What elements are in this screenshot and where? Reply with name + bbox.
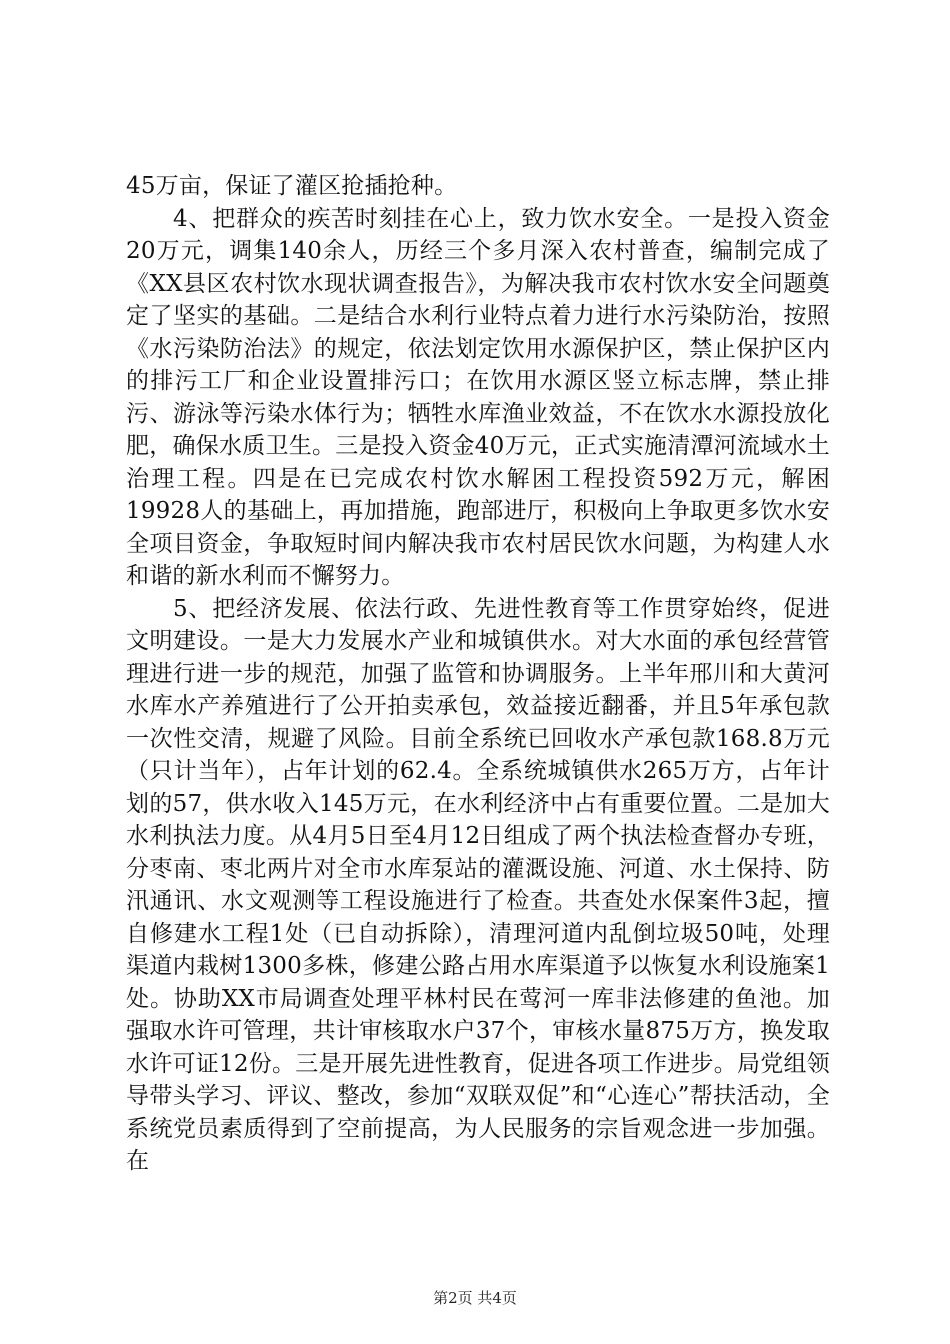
document-body xyxy=(126,170,830,1178)
page-number-label: 第2页 共4页 xyxy=(433,1289,517,1307)
page-footer xyxy=(0,1288,950,1308)
paragraph-continuation: 45万亩，保证了灌区抢插抢种。 xyxy=(126,173,458,199)
paragraph-item-4: 4、把群众的疾苦时刻挂在心上，致力饮水安全。一是投入资金20万元，调集140余人，历经三个多月深入农村普查，编制完成了《XX县区农村饮水现状调查报告》，为解决我市农村饮水安全问题奠定了坚实的基础。二是结合水利行业特点着力进行水污染防治，按照《水污染防治法》的规定，依法划定饮用水源保护区，禁止保护区内的排污工厂和企业设置排污口；在饮用水源区竖立标志牌，禁止排污、游泳等污染水体行为；牺牲水库渔业效益，不在饮水水源投放化肥，确保水质卫生。三是投入资金40万元，正式实施清潭河流域水土治理工程。四是在已完成农村饮水解困工程投资592万元，解困19928人的基础上，再加措施，跑部进厅，积极向上争取更多饮水安全项目资金，争取短时间内解决我市农村居民饮水问题，为构建人水和谐的新水利而不懈努力。 xyxy=(126,205,830,589)
paragraph-item-5: 5、把经济发展、依法行政、先进性教育等工作贯穿始终，促进文明建设。一是大力发展水产业和城镇供水。对大水面的承包经营管理进行进一步的规范，加强了监管和协调服务。上半年邢川和大黄河水库水产养殖进行了公开拍卖承包，效益接近翻番，并且5年承包款一次性交清，规避了风险。目前全系统已回收水产承包款168.8万元（只计当年），占年计划的62.4。全系统城镇供水265万方，占年计划的57，供水收入145万元，在水利经济中占有重要位置。二是加大水利执法力度。从4月5日至4月12日组成了两个执法检查督办专班，分枣南、枣北两片对全市水库泵站的灌溉设施、河道、水土保持、防汛通讯、水文观测等工程设施进行了检查。共查处水保案件3起，擅自修建水工程1处（已自动拆除），清理河道内乱倒垃圾50吨，处理渠道内栽树1300多株，修建公路占用水库渠道予以恢复水利设施案1处。协助XX市局调查处理平林村民在莺河一库非法修建的鱼池。加强取水许可管理，共计审核取水户37个，审核水量875万方，换发取水许可证12份。三是开展先进性教育，促进各项工作进步。局党组领导带头学习、评议、整改，参加“双联双促”和“心连心”帮扶活动，全系统党员素质得到了空前提高，为人民服务的宗旨观念进一步加强。在 xyxy=(126,595,830,1174)
